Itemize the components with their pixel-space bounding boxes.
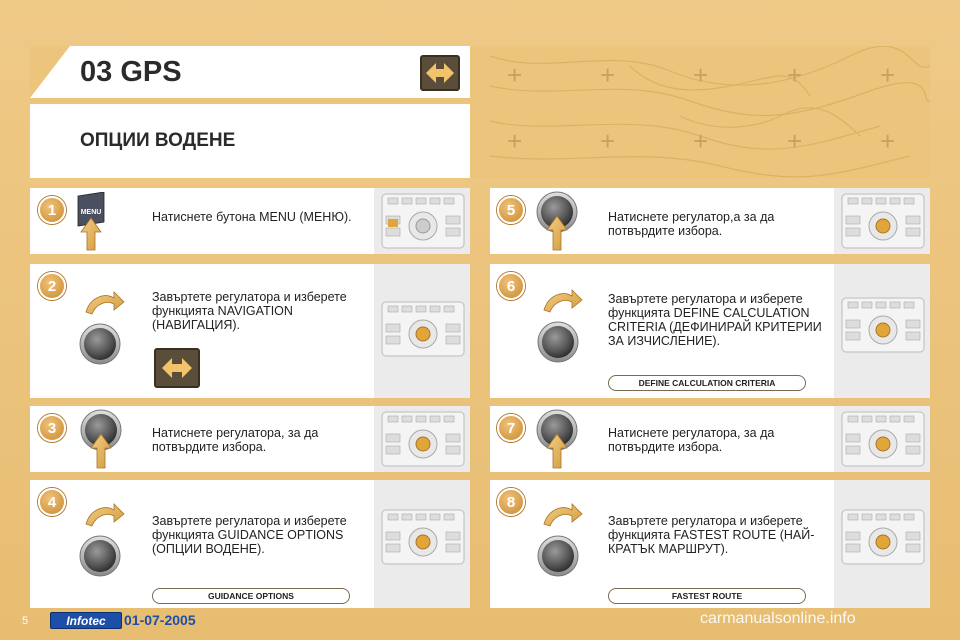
radio-console-icon xyxy=(840,296,926,354)
rotate-knob-icon xyxy=(76,290,126,366)
step-instruction: Завъртете регулатора и изберете функцията GUIDANCE OPTIONS (ОПЦИИ ВОДЕНЕ). xyxy=(152,514,347,556)
menu-option-pill: GUIDANCE OPTIONS xyxy=(152,588,350,604)
radio-console-icon xyxy=(380,300,466,358)
step-instruction: Натиснете бутона MENU (МЕНЮ). xyxy=(152,210,352,224)
step-instruction: Завъртете регулатора и изберете функцията FASTEST ROUTE (НАЙ-КРАТЪК МАРШРУТ). xyxy=(608,514,815,556)
menu-button-icon xyxy=(76,192,106,252)
press-knob-icon xyxy=(534,190,580,252)
page-title: 03 GPS xyxy=(80,56,182,88)
rotate-knob-icon xyxy=(534,288,584,364)
step-number-badge: 8 xyxy=(497,488,525,516)
step-number-badge: 5 xyxy=(497,196,525,224)
step-instruction: Натиснете регулатора, за да потвърдите избора. xyxy=(152,426,319,454)
radio-console-icon xyxy=(380,410,466,468)
watermark-text: carmanualsonline.info xyxy=(700,610,856,627)
plus-mark: + xyxy=(880,60,896,90)
step-number-badge: 3 xyxy=(38,414,66,442)
step-number-badge: 7 xyxy=(497,414,525,442)
menu-button-label: MENU xyxy=(80,209,102,216)
rotate-knob-icon xyxy=(534,502,584,578)
menu-option-pill: DEFINE CALCULATION CRITERIA xyxy=(608,375,806,391)
navigation-menu-icon xyxy=(154,348,200,388)
step-instruction: Завъртете регулатора и изберете функцията DEFINE CALCULATION CRITERIA (ДЕФИНИРАЙ КРИТЕРИИ ЗА ИЗЧИСЛЕНИЕ). xyxy=(608,292,822,348)
plus-mark: + xyxy=(693,126,709,156)
step-instruction: Завъртете регулатора и изберете функцията NAVIGATION (НАВИГАЦИЯ). xyxy=(152,290,347,332)
radio-console-icon xyxy=(380,508,466,566)
plus-mark: + xyxy=(507,60,523,90)
radio-console-icon xyxy=(840,410,926,468)
plus-mark: + xyxy=(600,60,616,90)
plus-mark: + xyxy=(693,60,709,90)
page-number: 5 xyxy=(22,615,29,627)
plus-mark: + xyxy=(600,126,616,156)
plus-mark: + xyxy=(787,60,803,90)
edition-date: 01-07-2005 xyxy=(124,612,196,628)
step-number-badge: 4 xyxy=(38,488,66,516)
radio-console-icon xyxy=(840,192,926,250)
plus-mark: + xyxy=(880,126,896,156)
plus-mark: + xyxy=(787,126,803,156)
step-instruction: Натиснете регулатора, за да потвърдите избора. xyxy=(608,426,775,454)
step-number-badge: 1 xyxy=(38,196,66,224)
infotec-logo: Infotec xyxy=(50,612,122,629)
press-knob-icon xyxy=(78,408,124,470)
step-number-badge: 2 xyxy=(38,272,66,300)
radio-console-icon xyxy=(380,192,466,250)
radio-console-icon xyxy=(840,508,926,566)
menu-option-pill: FASTEST ROUTE xyxy=(608,588,806,604)
press-knob-icon xyxy=(534,408,580,470)
page-subtitle: ОПЦИИ ВОДЕНЕ xyxy=(80,130,236,151)
plus-mark: + xyxy=(507,126,523,156)
step-instruction: Натиснете регулатор,а за да потвърдите избора. xyxy=(608,210,775,238)
gps-navigation-icon xyxy=(420,55,460,91)
rotate-knob-icon xyxy=(76,502,126,578)
step-number-badge: 6 xyxy=(497,272,525,300)
